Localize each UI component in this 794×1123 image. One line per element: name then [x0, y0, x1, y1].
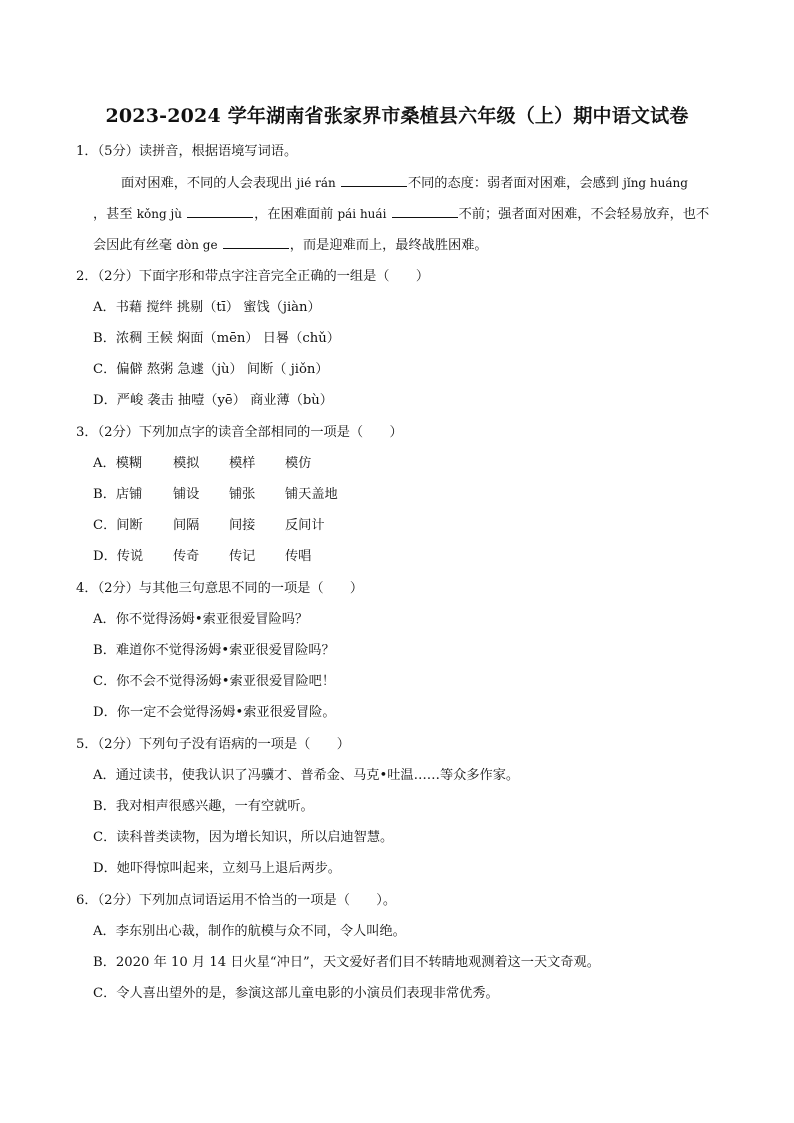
- question-6-option-b[interactable]: B．2020 年 10 月 14 日火星“冲日”，天文爱好者们目不转睛地观测着这一天文奇观。: [93, 955, 600, 970]
- text: 不前；强者面对困难，不会轻易放弃，也不: [458, 207, 710, 222]
- question-2-option-a[interactable]: A．书藉 搅绊 挑剔（tī） 蜜饯（jiàn）: [93, 300, 321, 315]
- word: 铺天盖地: [285, 487, 338, 502]
- word: 间接: [229, 518, 256, 533]
- question-5-option-d[interactable]: D．她吓得惊叫起来，立刻马上退后两步。: [93, 861, 341, 876]
- question-4-option-a[interactable]: A．你不觉得汤姆•索亚很爱冒险吗？: [93, 612, 309, 627]
- word: 传奇: [173, 549, 200, 564]
- question-3-option-a[interactable]: [93, 455, 349, 473]
- word: B．店铺: [93, 487, 143, 502]
- question-2-option-b[interactable]: B．浓稠 王候 焖面（mēn） 日晷（chǔ）: [93, 331, 340, 346]
- question-1-stem: 1．（5分）读拼音，根据语境写词语。: [76, 144, 298, 159]
- question-1-paragraph-line-1: [121, 174, 688, 193]
- pinyin: jǐng huáng: [623, 176, 688, 190]
- word: 模样: [229, 456, 256, 471]
- word: D．传说: [93, 549, 144, 564]
- question-1-paragraph-line-2: [93, 205, 709, 224]
- question-4-option-c[interactable]: C．你不会不觉得汤姆•索亚很爱冒险吧！: [93, 674, 336, 689]
- pinyin: dòn ge: [176, 238, 218, 252]
- answer-blank[interactable]: [392, 205, 458, 218]
- exam-title: 2023-2024 学年湖南省张家界市桑植县六年级（上）期中语文试卷: [105, 105, 689, 127]
- word: 间隔: [173, 518, 200, 533]
- answer-blank[interactable]: [341, 174, 407, 187]
- question-2-stem: 2．（2分）下面字形和带点字注音完全正确的一组是（ ）: [76, 269, 430, 284]
- question-3-option-b[interactable]: [93, 486, 349, 504]
- question-5-option-a[interactable]: A．通过读书，使我认识了冯骥才、普希金、马克•吐温……等众多作家。: [93, 768, 520, 783]
- pinyin: kǒng jù: [136, 207, 182, 221]
- question-1-paragraph-line-3: [93, 236, 488, 255]
- question-5-stem: 5．（2分）下列句子没有语病的一项是（ ）: [76, 737, 350, 752]
- word: 传唱: [285, 549, 312, 564]
- word: C．间断: [93, 518, 143, 533]
- text: ，在困难面前: [254, 207, 338, 222]
- question-4-option-d[interactable]: D．你一定不会觉得汤姆•索亚很爱冒险。: [93, 705, 336, 720]
- text: 不同的态度：弱者面对困难，会感到: [407, 176, 624, 191]
- text: ，甚至: [93, 207, 137, 222]
- question-3-option-d[interactable]: [93, 548, 349, 566]
- question-6-stem: 6．（2分）下列加点词语运用不恰当的一项是（ ）。: [76, 893, 397, 908]
- question-2-option-d[interactable]: D．严峻 袭击 抽噎（yē） 商业薄（bù）: [93, 393, 333, 408]
- word: 模拟: [173, 456, 200, 471]
- answer-blank[interactable]: [223, 236, 289, 249]
- question-6-option-c[interactable]: C．令人喜出望外的是，参演这部儿童电影的小演员们表现非常优秀。: [93, 986, 499, 1001]
- word: 铺张: [229, 487, 256, 502]
- question-4-stem: 4．（2分）与其他三句意思不同的一项是（ ）: [76, 581, 364, 596]
- word: 反间计: [285, 518, 325, 533]
- word: 传记: [229, 549, 256, 564]
- question-5-option-b[interactable]: B．我对相声很感兴趣，一有空就听。: [93, 799, 314, 814]
- pinyin: jié rán: [296, 176, 336, 190]
- question-3-stem: 3．（2分）下列加点字的读音全部相同的一项是（ ）: [76, 425, 403, 440]
- word: 模仿: [285, 456, 312, 471]
- text: 会因此有丝毫: [93, 238, 177, 253]
- text: ，而是迎难而上，最终战胜困难。: [289, 238, 488, 253]
- question-2-option-c[interactable]: C．偏僻 熬粥 急遽（jù） 间断（ jiǒn）: [93, 362, 329, 377]
- question-6-option-a[interactable]: A．李东别出心裁，制作的航模与众不同，令人叫绝。: [93, 924, 406, 939]
- text: 面对困难，不同的人会表现出: [121, 176, 297, 191]
- question-5-option-c[interactable]: C．读科普类读物，因为增长知识，所以启迪智慧。: [93, 830, 394, 845]
- question-3-option-c[interactable]: [93, 517, 349, 535]
- question-4-option-b[interactable]: B．难道你不觉得汤姆•索亚很爱冒险吗？: [93, 643, 335, 658]
- pinyin: pái huái: [337, 207, 387, 221]
- word: 铺设: [173, 487, 200, 502]
- answer-blank[interactable]: [187, 205, 253, 218]
- word: A．模糊: [93, 456, 143, 471]
